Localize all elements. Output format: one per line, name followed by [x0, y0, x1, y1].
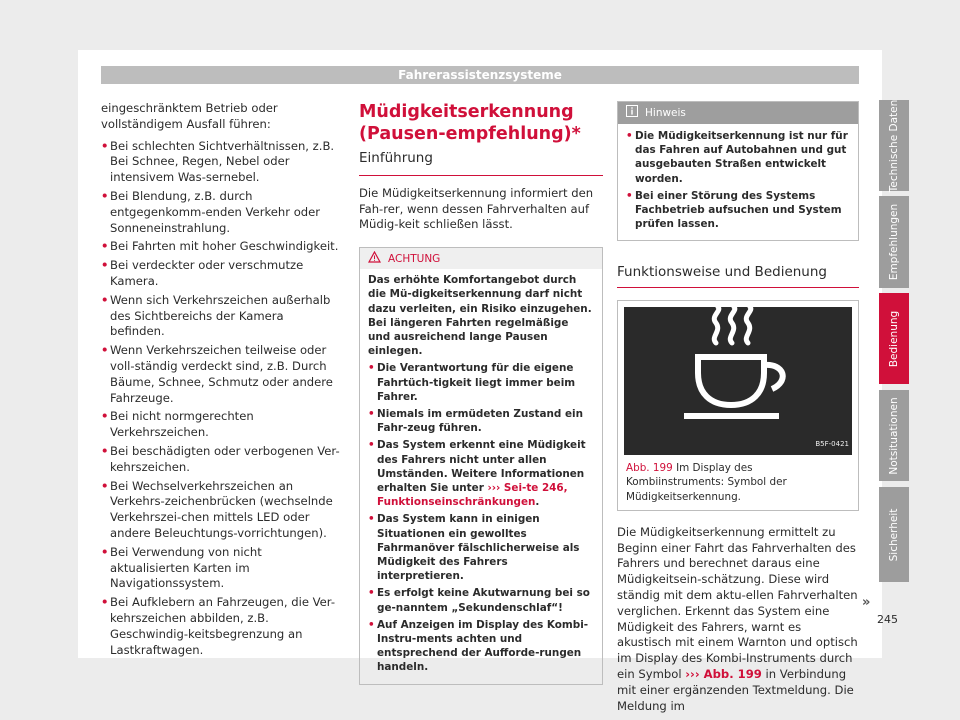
- info-icon: [626, 105, 638, 121]
- figure-box: [617, 300, 859, 511]
- warning-header: [360, 248, 602, 269]
- section-heading: Müdigkeitserkennung (Pausen-empfehlung)*: [359, 102, 581, 144]
- subsection-heading: Funktionsweise und Bedienung: [617, 264, 827, 281]
- limitations-list: [101, 139, 341, 659]
- list-item: • Wenn sich Verkehrszeichen außerhalb des Sichtbereichs der Kamera befinden.: [101, 292, 331, 339]
- list-item: • Auf Anzeigen im Display des Kombi-Instru-ments achten und entsprechend der Aufforde-rungen handeln.: [368, 618, 589, 674]
- figure-label: Abb. 199: [626, 462, 673, 475]
- figure-code: B5F-0421: [815, 440, 849, 449]
- list-item: • Bei Aufklebern an Fahrzeugen, die Ver-kehrszeichen abbilden, z.B. Geschwindig-keitsbegrenzung an Lastkraftwagen.: [101, 595, 336, 657]
- list-item: • Bei Fahrten mit hoher Geschwindigkeit.: [101, 239, 339, 254]
- list-item: • Bei Blendung, z.B. durch entgegenkomm-enden Verkehr oder Sonneneinstrahlung.: [101, 188, 321, 235]
- note-header: [618, 102, 858, 124]
- tab-sicherheit[interactable]: Sicherheit: [879, 487, 909, 582]
- intro-text: eingeschränktem Betrieb oder vollständigem Ausfall führen:: [101, 101, 278, 131]
- note-box: [617, 101, 859, 241]
- subsection-heading: Einführung: [359, 150, 433, 166]
- list-item: • Wenn Verkehrszeichen teilweise oder voll-ständig verdeckt sind, z.B. Durch Bäume, Schnee, Schmutz oder andere Fahrzeuge.: [101, 343, 333, 405]
- body-text: Die Müdigkeitserkennung ermittelt zu Beginn einer Fahrt das Fahrverhalten des Fahrers und berechnet daraus eine Müdigkeitsein-schätzung. Diese wird ständig mit dem aktu-ellen Fahrverhalten verglichen. Erkennt das System eine Müdigkeit des Fahrers, warnt es akustisch mit einem Warnton und optisch im Display des Kombi-Instruments durch ein Symbol ››› Abb. 199 in Verbindung mit einer ergänzenden Textmeldung. Die Meldung im: [617, 524, 858, 713]
- page-number: 245: [877, 613, 898, 626]
- chapter-header: Fahrerassistenzsysteme: [101, 66, 859, 84]
- column-middle: [359, 101, 603, 685]
- list-item: • Die Müdigkeitserkennung ist nur für das Fahren auf Autobahnen und gut ausgebauten Straßen entwickelt worden.: [626, 130, 848, 185]
- list-item: • Niemals im ermüdeten Zustand ein Fahr-zeug führen.: [368, 408, 583, 435]
- list-item: • Bei Wechselverkehrszeichen an Verkehrs-zeichenbrücken (wechselnde Verkehrszei-chen mittels LED oder andere Beleuchtungs-vorrichtungen).: [101, 478, 333, 540]
- list-item: • Bei Verwendung von nicht aktualisierten Karten im Navigationssystem.: [101, 544, 262, 591]
- warning-triangle-icon: [368, 251, 381, 267]
- coffee-cup-icon: [624, 307, 854, 455]
- column-left: [101, 101, 341, 661]
- list-item: • Bei beschädigten oder verbogenen Ver-kehrszeichen.: [101, 443, 340, 474]
- column-right: [617, 101, 859, 720]
- tab-notsituationen[interactable]: Notsituationen: [879, 390, 909, 481]
- list-item: • Bei verdeckter oder verschmutze Kamera.: [101, 258, 304, 288]
- list-item: • Die Verantwortung für die eigene Fahrtüch-tigkeit liegt immer beim Fahrer.: [368, 362, 576, 403]
- page-reference-link[interactable]: ››› Sei-te 246, Funktionseinschränkungen: [377, 482, 568, 509]
- tab-empfehlungen[interactable]: Empfehlungen: [879, 196, 909, 288]
- list-item: • Bei einer Störung des Systems Fachbetrieb aufsuchen und System prüfen lassen.: [626, 189, 842, 231]
- figure-caption: Abb. 199 Im Display des Kombiinstruments: Symbol der Müdigkeitserkennung.: [626, 462, 787, 503]
- figure-reference-link[interactable]: ››› Abb. 199: [685, 667, 762, 681]
- warning-label: ACHTUNG: [388, 252, 441, 265]
- note-label: Hinweis: [645, 106, 686, 119]
- warning-box: [359, 247, 603, 684]
- heading-divider: [359, 175, 603, 176]
- tab-bedienung[interactable]: Bedienung: [879, 293, 909, 384]
- list-item: • Bei schlechten Sichtverhältnissen, z.B. Bei Schnee, Regen, Nebel oder intensivem Was-sernebel.: [101, 138, 335, 185]
- continue-mark: »: [862, 595, 871, 610]
- warning-text: Das erhöhte Komfortangebot durch die Mü-digkeitserkennung darf nicht dazu verleiten, ein Risiko einzugehen. Bei längeren Fahrten regelmäßige und ausreichend lange Pausen einlegen.: [368, 274, 592, 358]
- list-item: • Es erfolgt keine Akutwarnung bei so ge-nanntem „Sekundenschlaf“!: [368, 587, 590, 614]
- figure-image: [624, 307, 852, 455]
- list-item: • Bei nicht normgerechten Verkehrszeichen.: [101, 409, 254, 440]
- list-item: • Das System erkennt eine Müdigkeit des Fahrers nicht unter allen Umständen. Weitere Informationen erhalten Sie unter ››› Sei-te 246, Funktionseinschränkungen.: [368, 439, 586, 509]
- heading-divider: [617, 287, 859, 288]
- list-item: • Das System kann in einigen Situationen ein gewolltes Fahrmanöver fälschlicherweise als Müdigkeit des Fahrers interpretieren.: [368, 513, 580, 583]
- intro-text: Die Müdigkeitserkennung informiert den Fah-rer, wenn dessen Fahrverhalten auf Müdig-keit schließen lässt.: [359, 185, 594, 232]
- tab-technische-daten[interactable]: Technische Daten: [879, 100, 909, 191]
